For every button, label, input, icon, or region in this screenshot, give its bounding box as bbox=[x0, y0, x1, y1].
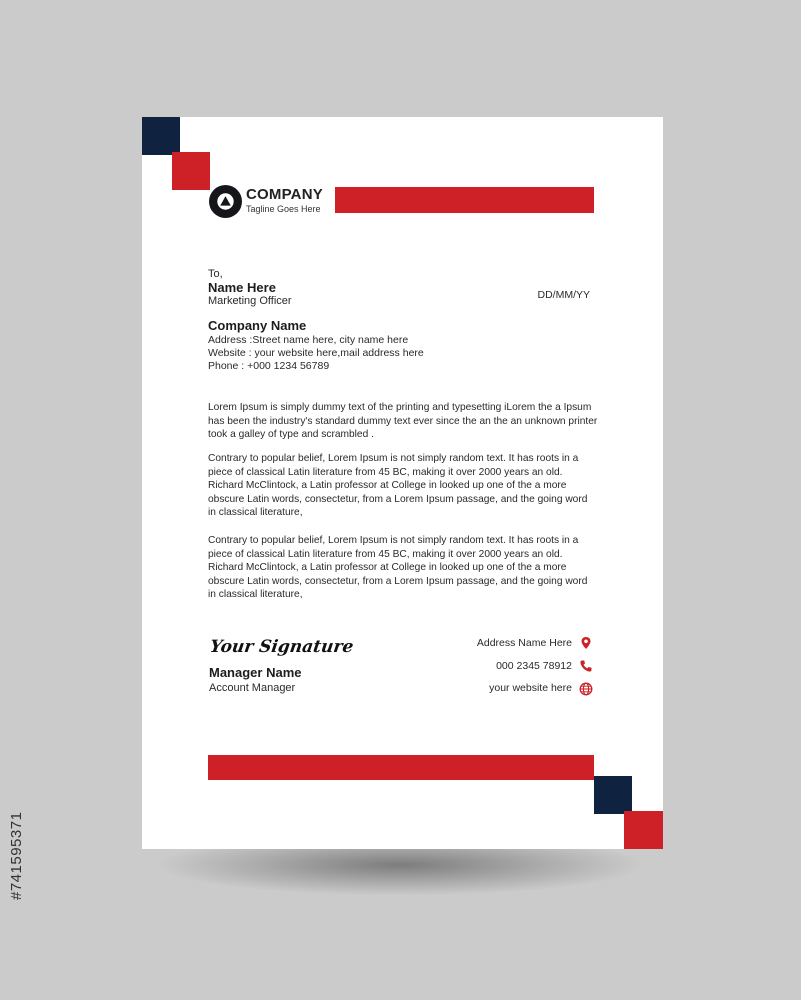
manager-name: Manager Name bbox=[209, 665, 302, 680]
footer-red-bar bbox=[208, 755, 594, 780]
address-line: Address :Street name here, city name here bbox=[208, 334, 409, 346]
recipient-title: Marketing Officer bbox=[208, 295, 292, 307]
letter-date: DD/MM/YY bbox=[537, 289, 590, 301]
recipient-company: Company Name bbox=[208, 318, 307, 333]
body-paragraph-1 bbox=[208, 401, 598, 442]
body-paragraph-2 bbox=[208, 452, 598, 520]
paragraph-text: Lorem Ipsum is simply dummy text of the printing and typesetting iLorem the a Ipsum has been the industry's standard dummy text ever since the an the an unknown printer took a galley of type and scrambled . bbox=[208, 402, 598, 441]
website-line: Website : your website here,mail address here bbox=[208, 347, 424, 359]
corner-square-navy-top bbox=[142, 117, 180, 155]
paragraph-text: Contrary to popular belief, Lorem Ipsum is not simply random text. It has roots in a piece of classical Latin literature from 45 BC, making it over 2000 years an old. Richard McClintock, a Latin professor at College in looked up one of the a more obscure Latin words, consectetur, from a Lorem Ipsum passage, and the going word in classical literature, bbox=[208, 453, 588, 519]
signature: Your Signature bbox=[208, 637, 355, 657]
contact-website: your website here bbox=[489, 682, 572, 694]
recipient-name: Name Here bbox=[208, 280, 276, 295]
phone-line: Phone : +000 1234 56789 bbox=[208, 360, 330, 372]
company-tagline: Tagline Goes Here bbox=[246, 204, 321, 214]
corner-square-red-bottom bbox=[624, 811, 663, 849]
corner-square-navy-bottom bbox=[594, 776, 632, 814]
to-label: To, bbox=[208, 268, 223, 280]
stock-image-id: #741595371 bbox=[8, 811, 25, 900]
contact-address: Address Name Here bbox=[476, 637, 572, 649]
company-logo-icon bbox=[209, 185, 242, 218]
company-name: COMPANY bbox=[246, 186, 323, 203]
corner-square-red-top bbox=[172, 152, 210, 190]
header-red-bar bbox=[335, 187, 594, 213]
contact-phone: 000 2345 78912 bbox=[496, 660, 572, 672]
body-paragraph-3 bbox=[208, 534, 598, 602]
phone-icon bbox=[579, 659, 593, 673]
globe-icon bbox=[579, 682, 593, 696]
location-pin-icon bbox=[579, 636, 593, 650]
paragraph-text: Contrary to popular belief, Lorem Ipsum is not simply random text. It has roots in a piece of classical Latin literature from 45 BC, making it over 2000 years an old. Richard McClintock, a Latin professor at College in looked up one of the a more obscure Latin words, consectetur, from a Lorem Ipsum passage, and the going word in classical literature, bbox=[208, 535, 588, 601]
letterhead-sheet bbox=[142, 117, 663, 849]
manager-title: Account Manager bbox=[209, 682, 296, 694]
